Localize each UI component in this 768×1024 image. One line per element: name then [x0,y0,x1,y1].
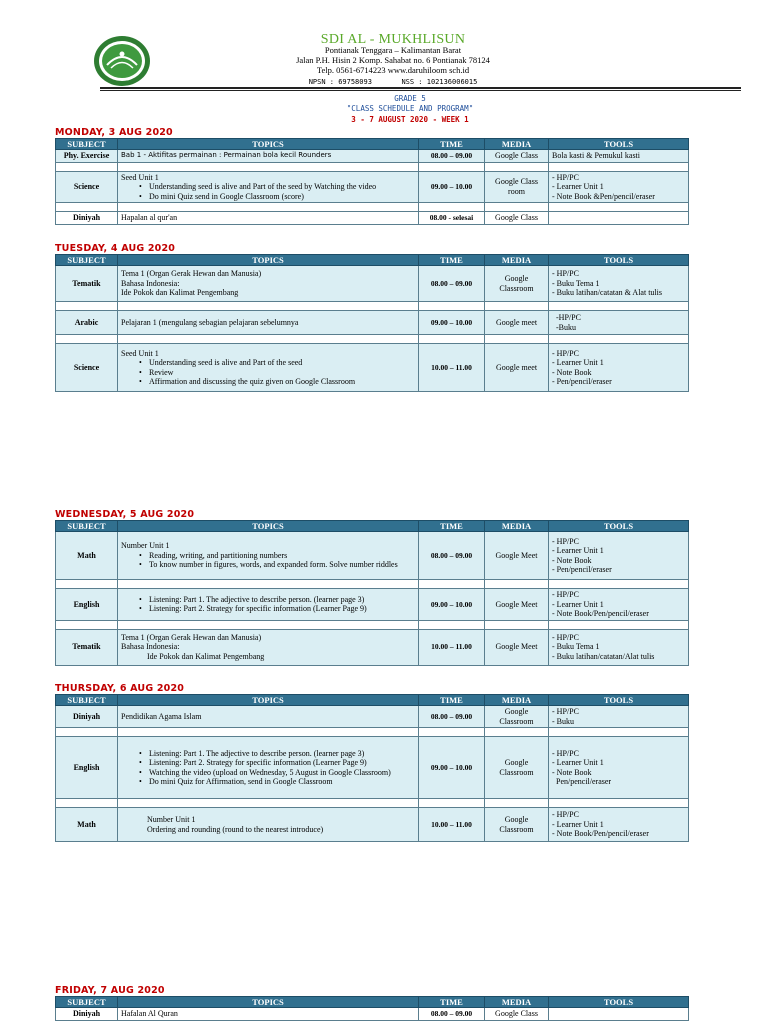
tool-item: - Learner Unit 1 [552,758,604,767]
column-header: SUBJECT [56,255,118,266]
column-header: SUBJECT [56,521,118,532]
table-row [56,344,689,392]
topic-bullet: • Do mini Quiz for Affirmation, send in Google Classroom [121,777,415,787]
tool-item: Bola kasti & Pemukul kasti [552,151,640,160]
topic-line: Ide Pokok dan Kalimat Pengembang [147,651,265,661]
topics-cell [118,171,419,203]
tools-cell [549,171,689,203]
header-row [56,255,689,266]
schedule-table [55,254,689,392]
topics-cell [118,266,419,302]
grade-label: GRADE 5 [394,94,426,103]
topic-bullet: • Listening: Part 2. Strategy for specific information (Learner Page 9) [121,758,415,768]
time-cell: 08.00 – 09.00 [419,706,485,728]
tool-item: - Learner Unit 1 [552,358,604,367]
column-header: MEDIA [485,695,549,706]
registration-numbers [220,77,566,87]
spacer-row [56,580,689,589]
media-cell: Google Classroom [485,737,549,799]
day-heading: FRIDAY, 7 AUG 2020 [55,985,165,996]
subject-cell: Tematik [56,266,118,302]
tools-cell [549,737,689,799]
address-line: Jalan P.H. Hisin 2 Komp. Sahabat no. 6 Pontianak 78124 [296,55,490,65]
table-row [56,629,689,665]
table-row [56,706,689,728]
topics-cell [118,706,419,728]
column-header: TOPICS [118,997,419,1008]
time-cell: 10.00 – 11.00 [419,344,485,392]
tools-cell [549,706,689,728]
tools-cell [549,629,689,665]
time-cell: 09.00 – 10.00 [419,171,485,203]
header-row [56,521,689,532]
topic-bullet: • Affirmation and discussing the quiz given on Google Classroom [121,377,415,387]
column-header: TOOLS [549,997,689,1008]
topic-line: Bahasa Indonesia: [121,278,180,288]
tool-item: - Learner Unit 1 [552,182,604,191]
column-header: TOPICS [118,255,419,266]
tool-item: - Learner Unit 1 [552,599,604,609]
tool-item: - Note Book [552,367,592,377]
tool-item: - HP/PC [552,707,579,716]
tool-item: -HP/PC [552,313,581,322]
media-cell: Google Meet [485,629,549,665]
topic-line: Hapalan al qur'an [121,213,178,223]
tool-item: - HP/PC [552,632,579,642]
topic-bullet: • Listening: Part 1. The adjective to describe person. (learner page 3) [121,749,415,759]
media-cell: Google Classroom [485,706,549,728]
subject-cell: Tematik [56,629,118,665]
topic-bullet: • To know number in figures, words, and expanded form. Solve number riddles [121,560,415,570]
tool-item: - Buku latihan/catatan & Alat tulis [552,288,662,298]
media-cell: Google meet [485,311,549,335]
table-row [56,266,689,302]
school-logo-icon [93,35,151,87]
week-range: 3 - 7 AUGUST 2020 - WEEK 1 [351,115,469,124]
table-row [56,532,689,580]
topic-bullet: • Reading, writing, and partitioning numbers [121,551,415,561]
spacer-row [56,728,689,737]
tool-item: - Buku [552,716,574,726]
header-divider [100,87,741,89]
topic-bullet: • Watching the video (upload on Wednesday, 5 August in Google Classroom) [121,768,415,778]
schedule-table [55,520,689,666]
spacer-row [56,302,689,311]
table-row [56,589,689,621]
day-heading: MONDAY, 3 AUG 2020 [55,127,173,138]
media-cell: Google Class [485,1008,549,1021]
tools-cell [549,344,689,392]
topic-bullet: • Listening: Part 1. The adjective to describe person. (learner page 3) [121,595,415,605]
column-header: TIME [419,521,485,532]
tools-cell [549,311,689,335]
address-line: Pontianak Tenggara – Kalimantan Barat [324,45,462,55]
spacer-row [56,162,689,171]
topic-line: Number Unit 1 [121,541,170,551]
table-row [56,1008,689,1021]
media-cell: Google Classroom [485,808,549,842]
column-header: SUBJECT [56,997,118,1008]
topic-bullet: • Review [121,368,415,378]
tool-item: - HP/PC [552,269,579,279]
tools-cell [549,589,689,621]
column-header: TOPICS [118,521,419,532]
topics-cell [118,212,419,225]
topic-line: Bab 1 - Aktifitas permainan : Permainan bola kecil Rounders [121,151,332,159]
subject-cell: Arabic [56,311,118,335]
column-header: TOOLS [549,139,689,150]
header-row [56,997,689,1008]
column-header: SUBJECT [56,695,118,706]
subject-cell: Math [56,532,118,580]
topic-line: Pelajaran 1 (mengulang sebagian pelajaran sebelumnya [121,317,299,327]
time-cell: 10.00 – 11.00 [419,629,485,665]
column-header: TIME [419,255,485,266]
header-divider [100,90,741,91]
topic-line: Ordering and rounding (round to the nearest introduce) [147,824,324,834]
tool-item: - HP/PC [552,536,579,546]
column-header: TIME [419,997,485,1008]
subject-cell: Diniyah [56,1008,118,1021]
day-heading: TUESDAY, 4 AUG 2020 [55,243,176,254]
table-row [56,150,689,163]
topics-cell [118,311,419,335]
spacer-row [56,335,689,344]
nss: NSS : 102136006015 [401,78,478,86]
topic-line: Hafalan Al Quran [121,1009,178,1018]
time-cell: 08.00 - selesai [419,212,485,225]
topic-bullet: • Do mini Quiz send in Google Classroom (score) [121,192,415,202]
topics-cell [118,344,419,392]
tool-item: - HP/PC [552,810,579,820]
header-row [56,139,689,150]
topics-cell [118,737,419,799]
schedule-table [55,996,689,1021]
tool-item: - Note Book/Pen/pencil/eraser [552,829,649,839]
column-header: TOPICS [118,139,419,150]
subject-cell: Math [56,808,118,842]
topic-line: Number Unit 1 [147,815,196,824]
subject-cell: English [56,737,118,799]
topic-line: Seed Unit 1 [121,172,159,182]
table-row [56,808,689,842]
media-cell: Google Classroom [485,266,549,302]
tool-item: -Buku [552,322,576,332]
tool-item: - Buku Tema 1 [552,642,600,652]
tools-cell [549,532,689,580]
time-cell: 08.00 – 09.00 [419,150,485,163]
tool-item: - Note Book/Pen/pencil/eraser [552,609,649,618]
column-header: TOPICS [118,695,419,706]
day-heading: THURSDAY, 6 AUG 2020 [55,683,185,694]
schedule-table [55,138,689,225]
tools-cell [549,1008,689,1021]
time-cell: 08.00 – 09.00 [419,266,485,302]
tool-item: - HP/PC [552,748,579,758]
column-header: TIME [419,695,485,706]
program-title: "CLASS SCHEDULE AND PROGRAM" [346,104,474,113]
time-cell: 08.00 – 09.00 [419,532,485,580]
time-cell: 09.00 – 10.00 [419,737,485,799]
time-cell: 09.00 – 10.00 [419,311,485,335]
header-row [56,695,689,706]
topic-line: Bahasa Indonesia: [121,642,180,652]
tool-item: - HP/PC [552,590,579,599]
tool-item: - Buku latihan/catatan/Alat tulis [552,651,655,661]
table-row [56,212,689,225]
topic-line: Tema 1 (Organ Gerak Hewan dan Manusia) [121,632,262,642]
spacer-row [56,799,689,808]
tool-item: - Learner Unit 1 [552,819,604,829]
tool-item: - Pen/pencil/eraser [552,565,612,574]
topics-cell [118,1008,419,1021]
column-header: TOOLS [549,695,689,706]
tools-cell [549,808,689,842]
school-name: SDI AL - MUKHLISUN [320,32,466,47]
letterhead [0,32,768,92]
column-header: TIME [419,139,485,150]
subject-cell: Phy. Exercise [56,150,118,163]
contact-line: Telp. 0561-6714223 www.daruhiloom sch.id [316,65,470,75]
schedule-table [55,694,689,842]
column-header: SUBJECT [56,139,118,150]
tools-cell [549,212,689,225]
tools-cell [549,266,689,302]
tool-item: - Note Book [552,555,592,565]
spacer-row [56,620,689,629]
topics-cell [118,150,419,163]
tool-item: - Buku Tema 1 [552,278,600,288]
tools-cell [549,150,689,163]
subject-cell: Diniyah [56,706,118,728]
topic-bullet: • Understanding seed is alive and Part of the seed by Watching the video [121,182,415,192]
topic-line: Seed Unit 1 [121,348,159,358]
topic-line: Pendidikan Agama Islam [121,711,202,721]
column-header: MEDIA [485,255,549,266]
tool-item: Pen/pencil/eraser [552,777,612,786]
media-cell: Google meet [485,344,549,392]
tool-item: - Note Book &Pen/pencil/eraser [552,191,655,201]
table-row [56,737,689,799]
subject-cell: Science [56,171,118,203]
time-cell: 10.00 – 11.00 [419,808,485,842]
tool-item: - HP/PC [552,348,579,358]
media-cell: Google Class [485,150,549,163]
topics-cell [118,808,419,842]
tool-item: - Pen/pencil/eraser [552,377,612,386]
column-header: MEDIA [485,139,549,150]
column-header: MEDIA [485,997,549,1008]
tool-item: - Note Book [552,767,592,777]
table-row [56,171,689,203]
topic-bullet: • Understanding seed is alive and Part of the seed [121,358,415,368]
tool-item: - Learner Unit 1 [552,546,604,555]
media-cell: Google Class [485,212,549,225]
media-cell: Google Class room [485,171,549,203]
topics-cell [118,589,419,621]
subject-cell: English [56,589,118,621]
subject-cell: Diniyah [56,212,118,225]
day-heading: WEDNESDAY, 5 AUG 2020 [55,509,195,520]
topics-cell [118,532,419,580]
column-header: MEDIA [485,521,549,532]
npsn: NPSN : 69758093 [308,78,372,86]
media-cell: Google Meet [485,532,549,580]
media-cell: Google Meet [485,589,549,621]
time-cell: 08.00 – 09.00 [419,1008,485,1021]
topic-line: Tema 1 (Organ Gerak Hewan dan Manusia) [121,269,262,279]
subject-cell: Science [56,344,118,392]
tool-item: - HP/PC [552,172,579,182]
time-cell: 09.00 – 10.00 [419,589,485,621]
topic-bullet: • Listening: Part 2. Strategy for specific information (Learner Page 9) [121,604,415,614]
spacer-row [56,203,689,212]
column-header: TOOLS [549,521,689,532]
table-row [56,311,689,335]
column-header: TOOLS [549,255,689,266]
topics-cell [118,629,419,665]
topic-line: Ide Pokok dan Kalimat Pengembang [121,288,239,298]
